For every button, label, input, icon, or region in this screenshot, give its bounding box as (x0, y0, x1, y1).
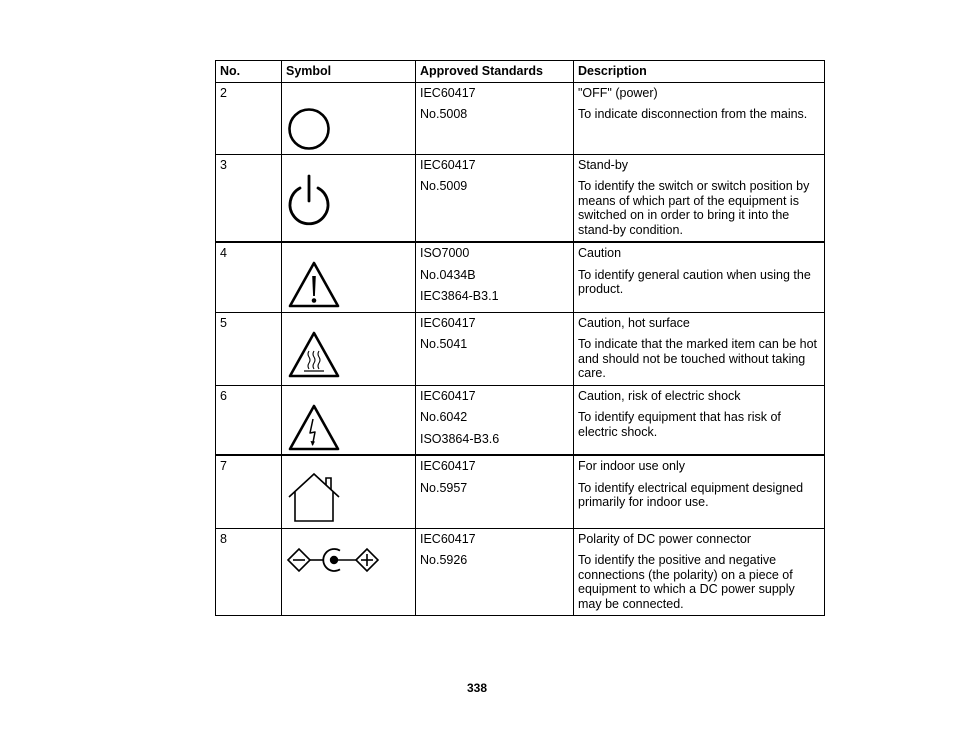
description-cell (574, 455, 825, 528)
row-number: 6 (216, 385, 282, 455)
symbol-cell (282, 385, 416, 455)
description-text: To identify the switch or switch position by means of which part of the equipment is switched on in order to bring it into the stand-by condition. (578, 179, 810, 237)
table-header-row (216, 61, 825, 83)
symbol-cell (282, 154, 416, 242)
table-row (216, 312, 825, 385)
header-approved-standards: Approved Standards (416, 61, 574, 83)
standard-code: IEC60417 (420, 315, 476, 330)
standards-cell (416, 528, 574, 616)
standard-code: IEC60417 (420, 388, 476, 403)
description-title: Caution, risk of electric shock (578, 388, 741, 403)
standard-code: No.0434B (420, 267, 476, 282)
description-text: To identify the positive and negative connections (the polarity) on a piece of equipment to which a DC power supply may be connected. (578, 553, 795, 611)
hot-surface-icon (284, 329, 340, 379)
page-number: 338 (466, 681, 488, 695)
description-text: To indicate that the marked item can be hot and should not be touched without taking care. (578, 337, 818, 380)
table-row (216, 455, 825, 528)
standard-code: IEC60417 (420, 85, 476, 100)
standard-code: IEC60417 (420, 459, 476, 473)
indoor-use-icon (284, 471, 340, 525)
description-text: To indicate disconnection from the mains. (578, 107, 808, 121)
standard-code: IEC60417 (420, 531, 476, 546)
standard-code: No.5041 (420, 337, 468, 351)
symbols-table (215, 60, 825, 616)
standards-cell (416, 385, 574, 455)
description-title: For indoor use only (578, 459, 686, 473)
table-row (216, 82, 825, 154)
description-cell (574, 528, 825, 616)
standard-code: No.5009 (420, 179, 468, 193)
description-title: "OFF" (power) (578, 85, 658, 100)
header-symbol: Symbol (282, 61, 416, 83)
electric-shock-icon (284, 402, 340, 452)
table-row (216, 385, 825, 455)
symbol-cell (282, 455, 416, 528)
header-no: No. (216, 61, 282, 83)
standards-cell (416, 154, 574, 242)
caution-icon (284, 259, 340, 309)
symbol-cell (282, 528, 416, 616)
symbol-cell (282, 82, 416, 154)
standby-icon (284, 171, 338, 227)
description-title: Caution (578, 246, 622, 260)
header-description: Description (574, 61, 825, 83)
dc-polarity-icon (284, 545, 384, 575)
row-number: 5 (216, 312, 282, 385)
description-title: Stand-by (578, 157, 629, 172)
standards-cell (416, 455, 574, 528)
standard-code: IEC60417 (420, 157, 476, 172)
description-cell (574, 312, 825, 385)
row-number: 3 (216, 154, 282, 242)
power-off-icon (284, 105, 338, 153)
description-cell (574, 242, 825, 312)
standard-code: IEC3864-B3.1 (420, 289, 499, 303)
standard-code: ISO7000 (420, 246, 470, 260)
symbol-cell (282, 312, 416, 385)
standard-code: No.5957 (420, 480, 468, 495)
description-text: To identify electrical equipment designed primarily for indoor use. (578, 480, 804, 509)
row-number: 7 (216, 455, 282, 528)
description-cell (574, 154, 825, 242)
row-number: 4 (216, 242, 282, 312)
standards-cell (416, 312, 574, 385)
standard-code: ISO3864-B3.6 (420, 431, 500, 446)
symbol-cell (282, 242, 416, 312)
row-number: 8 (216, 528, 282, 616)
standards-cell (416, 82, 574, 154)
description-text: To identify equipment that has risk of electric shock. (578, 410, 781, 439)
description-text: To identify general caution when using the product. (578, 267, 811, 296)
standards-cell (416, 242, 574, 312)
description-title: Caution, hot surface (578, 315, 690, 330)
standard-code: No.5008 (420, 107, 468, 121)
description-cell (574, 82, 825, 154)
description-title: Polarity of DC power connector (578, 531, 751, 546)
table-row (216, 242, 825, 312)
table-row (216, 154, 825, 242)
standard-code: No.5926 (420, 553, 468, 567)
row-number: 2 (216, 82, 282, 154)
description-cell (574, 385, 825, 455)
standard-code: No.6042 (420, 410, 468, 424)
table-row (216, 528, 825, 616)
